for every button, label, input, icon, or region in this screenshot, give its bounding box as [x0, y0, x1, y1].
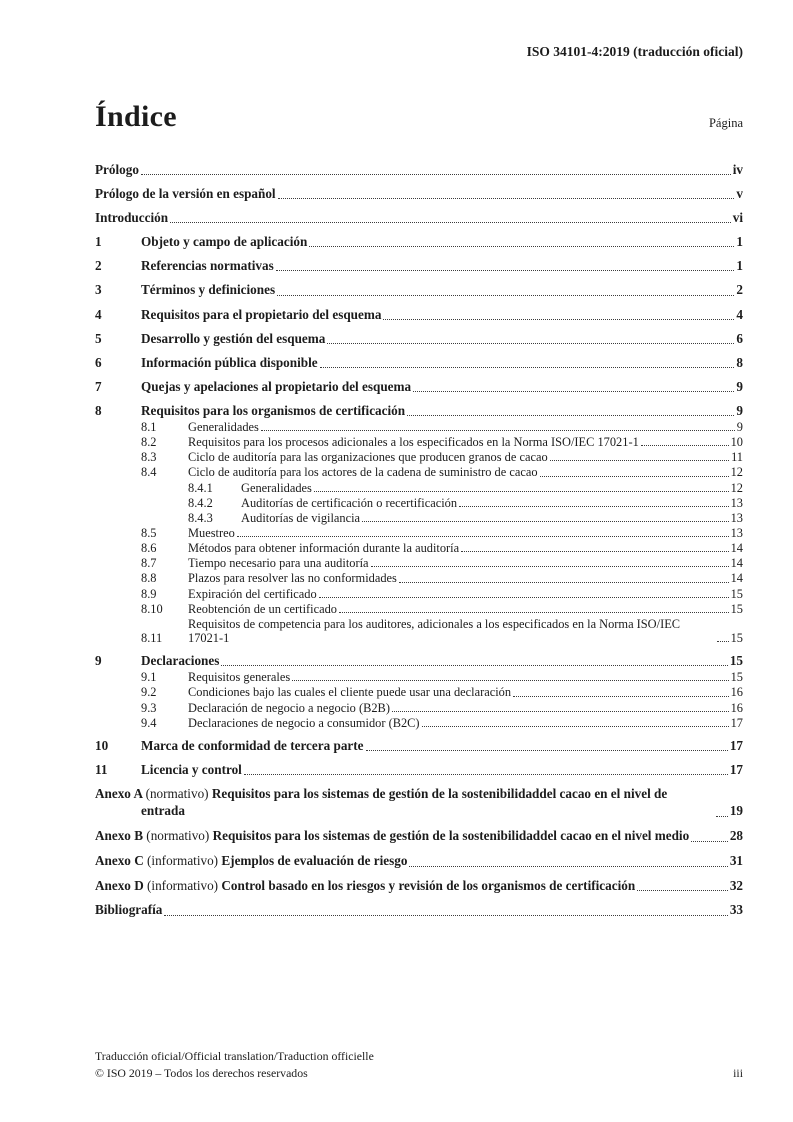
dot-leader: [314, 491, 729, 492]
dot-leader: [513, 696, 729, 697]
toc-entry-title: Plazos para resolver las no conformidades: [188, 571, 397, 586]
toc-entry-page: 14: [730, 571, 743, 586]
annex-qualifier: (normativo): [145, 785, 212, 801]
toc-entry-page: 32: [729, 877, 743, 893]
toc-entry-page: 9: [736, 420, 743, 435]
toc-entry: [95, 738, 743, 754]
dot-leader: [237, 536, 729, 537]
toc-entry-number: 8.10: [141, 601, 163, 616]
dot-leader: [691, 841, 728, 842]
toc-entry: [95, 602, 743, 616]
page-column-label: Página: [708, 116, 743, 130]
toc-entry-title: Muestreo: [188, 526, 235, 541]
toc-entry: [95, 653, 743, 669]
toc-entry-title: Términos y definiciones: [141, 282, 276, 298]
toc-entry: [95, 685, 743, 699]
toc-entry-title: Condiciones bajo las cuales el cliente puede usar una declaración: [188, 685, 512, 700]
dot-leader: [277, 295, 734, 296]
toc-entry-title: [95, 853, 407, 870]
annex-qualifier: (informativo): [147, 877, 222, 893]
dot-leader: [221, 665, 727, 666]
dot-leader: [717, 641, 729, 642]
toc-entry: [95, 541, 743, 555]
dot-leader: [327, 343, 734, 344]
dot-leader: [261, 430, 735, 431]
dot-leader: [309, 246, 734, 247]
toc-entry-number: 8.4.1: [188, 480, 213, 495]
toc-entry-number: 2: [95, 258, 102, 274]
toc-entry-title: Objeto y campo de aplicación: [141, 234, 308, 250]
toc-entry-title: Prólogo de la versión en español: [95, 186, 276, 202]
annex-title-text: Requisitos para los sistemas de gestión de la sostenibilidaddel cacao en el nivel medio: [212, 827, 690, 843]
toc-entry-page: 8: [736, 354, 743, 370]
toc-entry-page: 14: [730, 541, 743, 556]
toc-entry-title: [95, 878, 635, 895]
toc-entry-page: 13: [730, 526, 743, 541]
toc-entry-title: Declaración de negocio a negocio (B2B): [188, 700, 390, 715]
dot-leader: [371, 566, 729, 567]
toc-entry-number: 3: [95, 282, 102, 298]
toc-entry: [95, 786, 743, 820]
toc-entry-page: 16: [730, 685, 743, 700]
annex-title-text: Ejemplos de evaluación de riesgo: [221, 852, 408, 868]
toc-entry-page: 1: [736, 234, 743, 250]
toc-entry: [95, 403, 743, 419]
toc-entry-title: Expiración del certificado: [188, 586, 317, 601]
toc-entry-title: Declaraciones de negocio a consumidor (B2C): [188, 715, 420, 730]
toc-entry: [95, 587, 743, 601]
document-reference: ISO 34101-4:2019 (traducción oficial): [526, 44, 743, 59]
toc-entry-page: 16: [730, 700, 743, 715]
dot-leader: [540, 476, 729, 477]
toc-entry-page: 19: [729, 802, 743, 818]
dot-leader: [550, 460, 729, 461]
toc-entry: [95, 186, 743, 202]
toc-entry: [95, 282, 743, 298]
toc-entry-number: 8: [95, 402, 102, 418]
toc-entry-number: 8.11: [141, 631, 163, 645]
toc-entry-number: 9.3: [141, 700, 157, 715]
toc-entry-page: 13: [730, 495, 743, 510]
toc-entry: [95, 670, 743, 684]
toc-entry-page: 15: [730, 586, 743, 601]
toc-entry-title: Generalidades: [188, 420, 259, 435]
dot-leader: [366, 750, 728, 751]
toc-entry-page: 15: [730, 670, 743, 685]
toc-entry: [95, 496, 743, 510]
footer-copyright-row: [95, 1065, 743, 1082]
dot-leader: [339, 612, 729, 613]
toc-entry-page: 6: [736, 330, 743, 346]
dot-leader: [320, 367, 735, 368]
toc-entry-title: Quejas y apelaciones al propietario del esquema: [141, 378, 412, 394]
annex-qualifier: (normativo): [146, 827, 213, 843]
toc-entry-page: 31: [729, 852, 743, 868]
page-footer: [95, 1048, 743, 1082]
toc-entry-title: Generalidades: [241, 480, 312, 495]
dot-leader: [244, 774, 728, 775]
toc-entry-number: 9.2: [141, 685, 157, 700]
annex-label: Anexo A: [95, 785, 146, 801]
toc-entry-page: 17: [729, 737, 743, 753]
dot-leader: [141, 174, 731, 175]
toc-entry-title: [95, 786, 714, 820]
dot-leader: [716, 816, 728, 817]
toc-entry-title: Auditorías de certificación o recertificación: [241, 495, 458, 510]
dot-leader: [641, 445, 729, 446]
toc-entry: [95, 701, 743, 715]
toc-entry-number: 5: [95, 330, 102, 346]
dot-leader: [276, 270, 735, 271]
toc-entry-number: 10: [95, 737, 109, 753]
toc-header: [95, 100, 743, 134]
toc-entry: [95, 450, 743, 464]
dot-leader: [413, 391, 734, 392]
toc-entry: [95, 355, 743, 371]
toc-entry: [95, 420, 743, 434]
toc-entry-number: 1: [95, 234, 102, 250]
toc-entry-page: 9: [736, 402, 743, 418]
toc-entry-page: 17: [730, 715, 743, 730]
toc-entry-title: Requisitos para los procesos adicionales a los especificados en la Norma ISO/IEC 17021-1: [188, 435, 639, 450]
dot-leader: [392, 711, 729, 712]
toc-entry: [95, 878, 743, 895]
toc-entry-title: Declaraciones: [141, 653, 220, 669]
annex-title-text: Requisitos para los sistemas de gestión de la sostenibilidaddel cacao en el nivel de entrada: [141, 785, 668, 818]
toc-entry-title: Ciclo de auditoría para las organizaciones que producen granos de cacao: [188, 450, 548, 465]
toc-entries: [95, 154, 743, 919]
toc-entry-number: 4: [95, 306, 102, 322]
toc-entry-number: 8.7: [141, 556, 157, 571]
dot-leader: [461, 551, 728, 552]
dot-leader: [319, 597, 729, 598]
toc-entry-title: Introducción: [95, 210, 169, 226]
toc-entry-page: 12: [730, 465, 743, 480]
toc-entry-number: 8.4.2: [188, 495, 213, 510]
toc-entry-title: Requisitos de competencia para los auditores, adicionales a los especificados en la Norma ISO/IEC 17021-1: [188, 616, 681, 645]
toc-entry-title: Información pública disponible: [141, 354, 318, 370]
footer-copyright: © ISO 2019 – Todos los derechos reservados: [95, 1066, 308, 1081]
toc-entry-page: 4: [736, 306, 743, 322]
annex-label: Anexo D: [95, 877, 148, 893]
toc-entry: [95, 258, 743, 274]
toc-entry-title: Referencias normativas: [141, 258, 274, 274]
toc-entry-title: Tiempo necesario para una auditoría: [188, 556, 369, 571]
dot-leader: [409, 866, 727, 867]
toc-entry: [95, 379, 743, 395]
toc-entry-page: 10: [730, 435, 743, 450]
toc-entry: [95, 902, 743, 918]
toc-entry: [95, 762, 743, 778]
dot-leader: [383, 319, 734, 320]
toc-entry-number: 8.6: [141, 541, 157, 556]
toc-entry: [95, 307, 743, 323]
toc-entry: [95, 828, 743, 845]
toc-entry-title: Desarrollo y gestión del esquema: [141, 330, 326, 346]
page-title: Índice: [95, 100, 177, 133]
dot-leader: [278, 198, 735, 199]
toc-entry-title: Métodos para obtener información durante la auditoría: [188, 541, 460, 556]
toc-entry-page: v: [736, 186, 743, 202]
toc-entry-page: 28: [729, 827, 743, 843]
toc-entry-number: 6: [95, 354, 102, 370]
toc-entry: [95, 210, 743, 226]
toc-entry-title: Bibliografía: [95, 902, 163, 918]
toc-entry-page: 17: [729, 761, 743, 777]
toc-entry-page: iv: [732, 162, 743, 177]
annex-label: Anexo C: [95, 852, 148, 868]
footer-page-number: iii: [733, 1066, 743, 1081]
toc-entry: [95, 511, 743, 525]
toc-entry-number: 9.4: [141, 715, 157, 730]
toc-entry-page: 15: [730, 601, 743, 616]
toc-entry-page: 33: [729, 902, 743, 918]
dot-leader: [399, 582, 729, 583]
dot-leader: [164, 915, 727, 916]
toc-entry-number: 8.4: [141, 465, 157, 480]
toc-entry-title: Requisitos generales: [188, 670, 291, 685]
toc-entry-number: 7: [95, 378, 102, 394]
toc-entry: [95, 617, 743, 645]
toc-entry-number: 8.4.3: [188, 510, 213, 525]
toc-entry-title: Licencia y control: [141, 761, 242, 777]
toc-entry: [95, 556, 743, 570]
dot-leader: [170, 222, 731, 223]
toc-entry-title: Requisitos para el propietario del esquema: [141, 306, 382, 322]
annex-title-text: Control basado en los riesgos y revisión de los organismos de certificación: [221, 877, 636, 893]
toc-entry-page: 1: [736, 258, 743, 274]
annex-label: Anexo B: [95, 827, 147, 843]
toc-entry: [95, 716, 743, 730]
dot-leader: [422, 726, 729, 727]
annex-qualifier: (informativo): [147, 852, 222, 868]
toc-entry: [95, 331, 743, 347]
dot-leader: [637, 890, 728, 891]
toc-entry: [95, 853, 743, 870]
toc-entry-title: Requisitos para los organismos de certificación: [141, 402, 406, 418]
dot-leader: [362, 521, 729, 522]
toc-entry: [95, 481, 743, 495]
dot-leader: [292, 680, 728, 681]
dot-leader: [459, 506, 729, 507]
toc-entry-number: 8.9: [141, 586, 157, 601]
toc-entry-page: 9: [736, 378, 743, 394]
toc-entry-page: 13: [730, 510, 743, 525]
toc-entry-number: 8.3: [141, 450, 157, 465]
toc-entry-title: Reobtención de un certificado: [188, 601, 337, 616]
toc-entry: [95, 526, 743, 540]
toc-entry-page: 2: [736, 282, 743, 298]
toc-entry-title: Auditorías de vigilancia: [241, 510, 361, 525]
toc-entry: [95, 162, 743, 178]
toc-entry-number: 8.5: [141, 526, 157, 541]
toc-entry-title: Prólogo: [95, 162, 139, 177]
toc-entry: [95, 571, 743, 585]
toc-entry-number: 9.1: [141, 670, 157, 685]
toc-entry-page: 12: [730, 480, 743, 495]
toc-entry-title: Marca de conformidad de tercera parte: [141, 737, 364, 753]
toc-entry-number: 8.2: [141, 435, 157, 450]
toc-entry-page: vi: [732, 210, 743, 226]
toc-entry-number: 11: [95, 761, 108, 777]
toc-entry: [95, 465, 743, 479]
toc-entry-page: 14: [730, 556, 743, 571]
dot-leader: [407, 415, 734, 416]
toc-entry-number: 8.1: [141, 420, 157, 435]
toc-entry-title: [95, 828, 689, 845]
toc-entry-page: 11: [731, 450, 743, 465]
toc-entry-page: 15: [729, 653, 743, 669]
toc-entry-number: 9: [95, 653, 102, 669]
toc-entry-number: 8.8: [141, 571, 157, 586]
footer-translation-note: Traducción oficial/Official translation/Traduction officielle: [95, 1049, 374, 1063]
toc-entry: [95, 234, 743, 250]
toc-entry: [95, 435, 743, 449]
document-header: [95, 44, 743, 60]
toc-entry-page: 15: [730, 631, 743, 645]
toc-entry-title: Ciclo de auditoría para los actores de la cadena de suministro de cacao: [188, 465, 538, 480]
